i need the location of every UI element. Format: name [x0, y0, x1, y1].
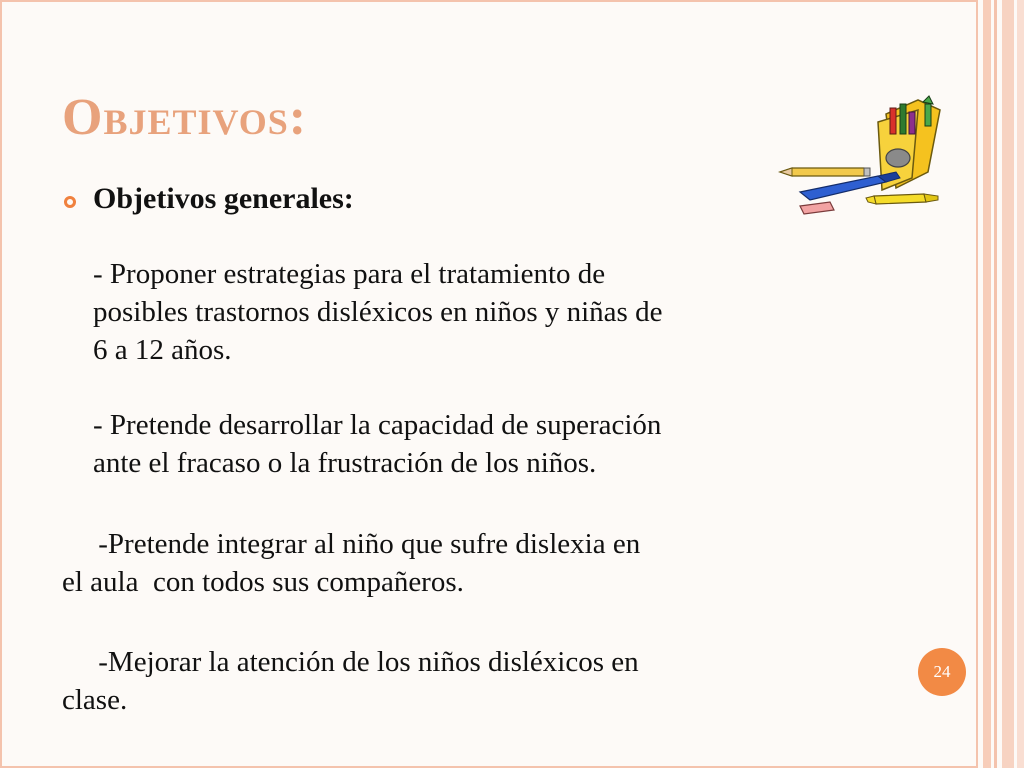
- paragraph-line: el aula con todos sus compañeros.: [62, 566, 464, 598]
- decor-stripe: [1017, 0, 1024, 768]
- decor-stripe: [976, 0, 978, 768]
- objective-paragraph: [93, 255, 893, 369]
- pencil-holder-icon: [778, 92, 944, 218]
- objective-paragraph: [62, 643, 862, 719]
- paragraph-line: - Pretende desarrollar la capacidad de superación: [93, 409, 662, 441]
- paragraph-line: 6 a 12 años.: [93, 334, 232, 366]
- paragraph-line: posibles trastornos disléxicos en niños y niñas de: [93, 296, 663, 328]
- left-border: [0, 0, 2, 768]
- slide-title: Objetivos:: [62, 89, 308, 146]
- decor-stripe: [994, 0, 997, 768]
- bullet-heading: Objetivos generales:: [93, 182, 354, 215]
- paragraph-line: ante el fracaso o la frustración de los niños.: [93, 447, 597, 479]
- paragraph-line: - Proponer estrategias para el tratamiento de: [93, 258, 606, 290]
- paragraph-line: -Pretende integrar al niño que sufre dislexia en: [62, 528, 641, 560]
- paragraph-line: -Mejorar la atención de los niños disléxicos en: [62, 646, 639, 678]
- objective-paragraph: [93, 406, 893, 482]
- objective-paragraph: [62, 525, 862, 601]
- top-border: [0, 0, 976, 2]
- circle-bullet-icon: [64, 196, 76, 208]
- decor-stripe: [1002, 0, 1014, 768]
- paragraph-line: clase.: [62, 684, 128, 716]
- decor-stripe: [983, 0, 991, 768]
- page-number-badge: 24: [918, 648, 966, 696]
